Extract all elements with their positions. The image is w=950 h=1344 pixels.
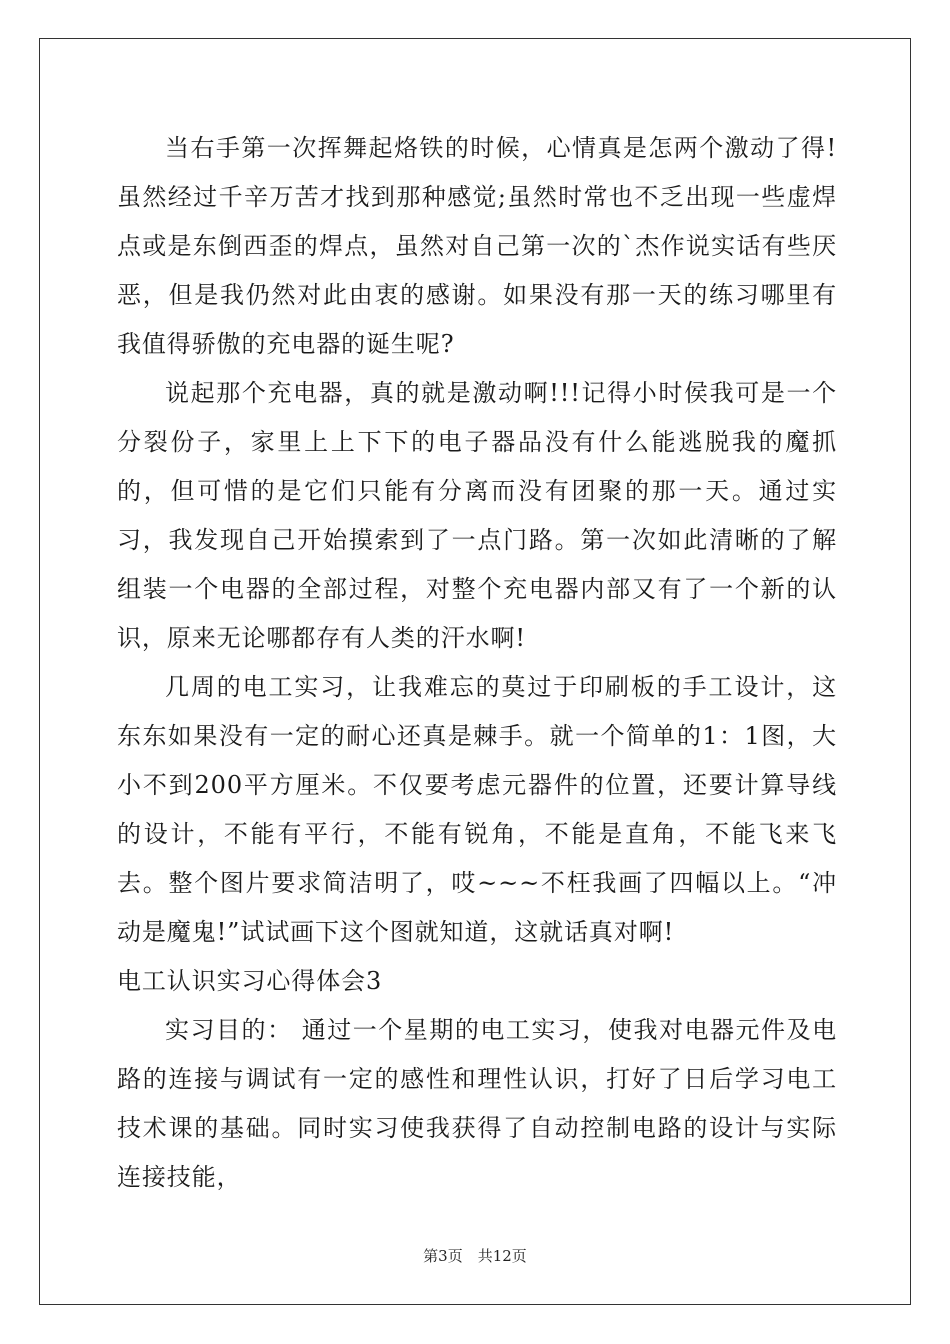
paragraph-charger: 说起那个充电器，真的就是激动啊!!!记得小时侯我可是一个分裂份子，家里上上下下的电子器品没有什么能逃脱我的魔抓的，但可惜的是它们只能有分离而没有团聚的那一天。通过实习，我发现自己开始摸索到了一点门路。第一次如此清晰的了解组装一个电器的全部过程，对整个充电器内部又有了一个新的认识，原来无论哪都存有人类的汗水啊! xyxy=(117,379,837,652)
page-number: 第3页 共12页 xyxy=(423,1247,527,1265)
paragraph-internship-purpose: 实习目的： 通过一个星期的电工实习，使我对电器元件及电路的连接与调试有一定的感性和理性认识，打好了日后学习电工技术课的基础。同时实习使我获得了自动控制电路的设计与实际连接技能， xyxy=(117,1016,837,1191)
section-heading: 电工认识实习心得体会3 xyxy=(117,967,383,995)
paragraph-pcb-design: 几周的电工实习，让我难忘的莫过于印刷板的手工设计，这东东如果没有一定的耐心还真是棘手。就一个简单的1：1图，大小不到200平方厘米。不仅要考虑元器件的位置，还要计算导线的设计，不能有平行，不能有锐角，不能是直角，不能飞来飞去。整个图片要求简洁明了，哎~~~不枉我画了四幅以上。“冲动是魔鬼!”试试画下这个图就知道，这就话真对啊! xyxy=(117,673,837,946)
document-body xyxy=(117,124,837,1202)
paragraph-soldering: 当右手第一次挥舞起烙铁的时候，心情真是怎两个激动了得!虽然经过千辛万苦才找到那种感觉;虽然时常也不乏出现一些虚焊点或是东倒西歪的焊点，虽然对自己第一次的`杰作说实话有些厌恶，但是我仍然对此由衷的感谢。如果没有那一天的练习哪里有我值得骄傲的充电器的诞生呢? xyxy=(117,134,837,358)
